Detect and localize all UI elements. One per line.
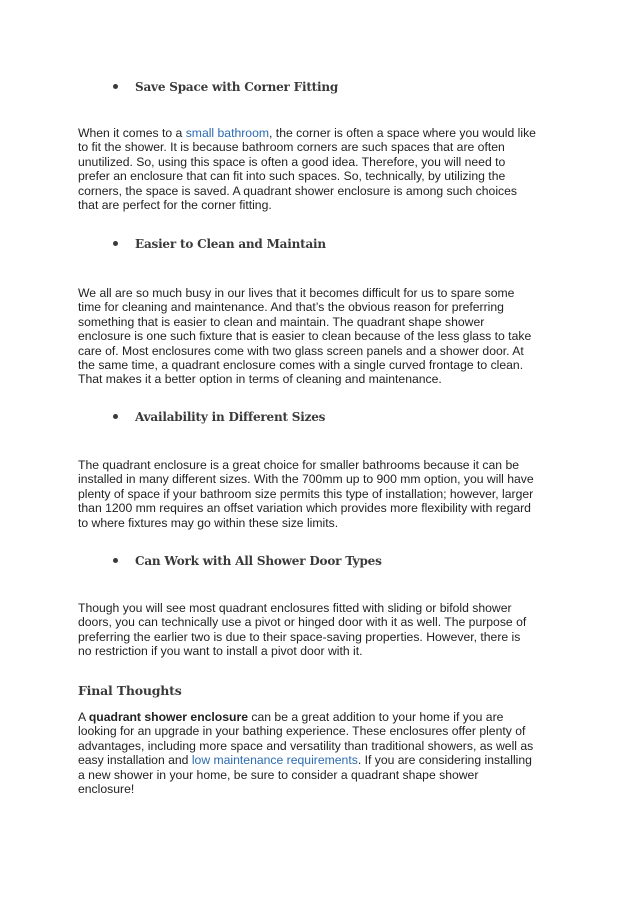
paragraph-line: no restriction if you want to install a pivot door with it. xyxy=(78,644,363,659)
paragraph-line: care of. Most enclosures come with two glass screen panels and a shower door. At xyxy=(78,343,524,358)
paragraph-line: plenty of space if your bathroom size permits this type of installation; however, larger xyxy=(78,486,534,501)
paragraph-line: prefer an enclosure that can fit into such spaces. So, technically, by utilizing the xyxy=(78,169,506,184)
paragraph-corner-fitting xyxy=(78,126,568,212)
bullet-dot xyxy=(113,241,118,246)
bullet-dot xyxy=(113,558,118,563)
paragraph-final-thoughts xyxy=(78,710,568,796)
bullet-dot xyxy=(113,414,118,419)
paragraph-line: advantages, including more space and versatility than traditional showers, as well as xyxy=(78,738,534,753)
paragraph-line: the same time, a quadrant enclosure comes with a single curved frontage to clean. xyxy=(78,358,524,373)
text-run: When it comes to a xyxy=(78,126,186,140)
text-run: . If you are considering installing xyxy=(357,753,532,768)
paragraph-line xyxy=(78,753,568,767)
paragraph-easier-to-clean xyxy=(78,286,568,387)
paragraph-line: to fit the shower. It is because bathroom corners are such spaces that are often xyxy=(78,140,505,155)
section-heading-different-sizes xyxy=(113,410,325,424)
section-heading-door-types xyxy=(113,554,382,568)
paragraph-line: a new shower in your home, be sure to consider a quadrant shape shower xyxy=(78,767,479,782)
bold-quadrant-shower-enclosure: quadrant shower enclosure xyxy=(88,710,248,724)
paragraph-line: The quadrant enclosure is a great choice for smaller bathrooms because it can be xyxy=(78,458,520,472)
paragraph-different-sizes xyxy=(78,458,568,530)
paragraph-line: preferring the earlier two is due to their space-saving properties. However, there is xyxy=(78,629,521,644)
paragraph-door-types xyxy=(78,601,568,659)
section-heading-text: Availability in Different Sizes xyxy=(135,410,326,424)
paragraph-line: looking for an upgrade in your bathing experience. These enclosures offer plenty of xyxy=(78,724,526,739)
paragraph-line: than 1200 mm requires an offset variation which provides more flexibility with regard xyxy=(78,501,531,516)
section-heading-text: Save Space with Corner Fitting xyxy=(135,80,339,94)
section-heading-easier-to-clean xyxy=(113,237,326,251)
paragraph-line: That makes it a better option in terms of cleaning and maintenance. xyxy=(78,372,442,387)
paragraph-line: time for cleaning and maintenance. And that’s the obvious reason for preferring xyxy=(78,300,504,315)
paragraph-line: that are perfect for the corner fitting. xyxy=(78,198,272,213)
final-thoughts-heading: Final Thoughts xyxy=(78,683,182,698)
section-heading-corner-fitting xyxy=(113,80,338,94)
paragraph-line: doors, you can technically use a pivot or hinged door with it as well. The purpose of xyxy=(78,615,527,630)
text-run: A xyxy=(78,710,89,724)
section-heading-text: Can Work with All Shower Door Types xyxy=(135,554,382,568)
link-low-maintenance-requirements[interactable]: low maintenance requirements xyxy=(191,753,358,768)
paragraph-line: We all are so much busy in our lives that it becomes difficult for us to spare some xyxy=(78,286,515,300)
paragraph-line: enclosure! xyxy=(78,782,135,797)
text-run: can be a great addition to your home if you are xyxy=(248,710,504,724)
paragraph-line: corners, the space is saved. A quadrant shower enclosure is among such choices xyxy=(78,183,517,198)
paragraph-line xyxy=(78,126,568,140)
paragraph-line: installed in many different sizes. With the 700mm up to 900 mm option, you will have xyxy=(78,472,534,487)
paragraph-line: Though you will see most quadrant enclosures fitted with sliding or bifold shower xyxy=(78,601,512,615)
text-run: easy installation and xyxy=(78,753,192,768)
section-heading-text: Easier to Clean and Maintain xyxy=(135,237,326,251)
paragraph-line: unutilized. So, using this space is often a good idea. Therefore, you will need to xyxy=(78,154,506,169)
paragraph-line: enclosure is one such fixture that is easier to clean because of the less glass to take xyxy=(78,329,532,344)
paragraph-line xyxy=(78,710,568,724)
text-run: , the corner is often a space where you would like xyxy=(269,126,536,140)
bullet-dot xyxy=(113,84,118,89)
paragraph-line: something that is easier to clean and maintain. The quadrant shape shower xyxy=(78,314,485,329)
link-small-bathroom[interactable]: small bathroom xyxy=(185,126,270,140)
paragraph-line: to where fixtures may go within these size limits. xyxy=(78,515,339,530)
